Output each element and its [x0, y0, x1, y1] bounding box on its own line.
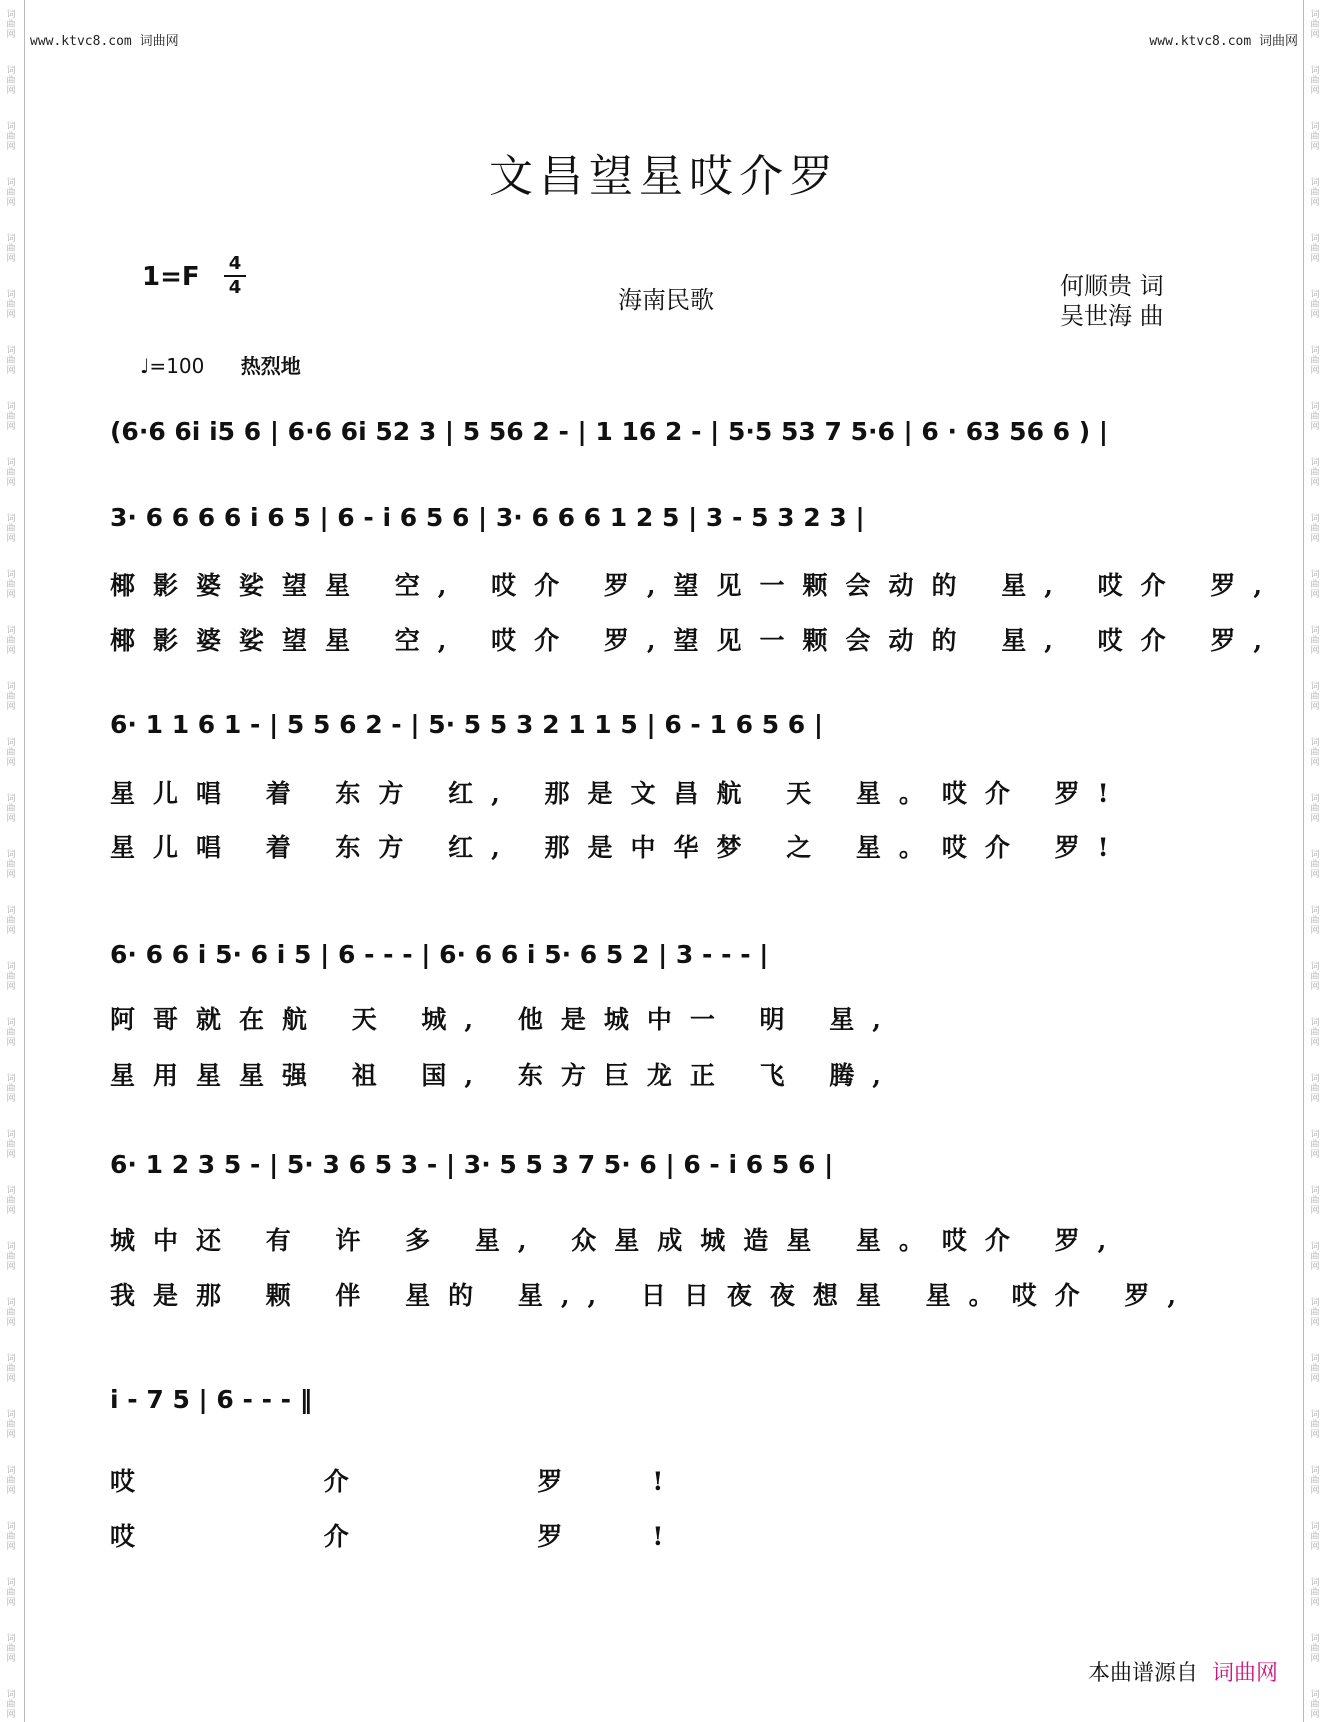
side-watermark-text: 词 曲 网 — [1310, 346, 1320, 376]
lyric-line: 星儿唱 着 东方 红, 那是文昌航 天 星。哎介 罗! — [110, 779, 1127, 808]
time-signature — [224, 254, 246, 298]
side-watermark-text: 词 曲 网 — [6, 10, 16, 40]
side-watermark-text: 词 曲 网 — [6, 66, 16, 96]
side-watermark-text: 词 曲 网 — [6, 1186, 16, 1216]
side-watermark-text: 词 曲 网 — [1310, 850, 1320, 880]
side-watermark-text: 词 曲 网 — [1310, 290, 1320, 320]
left-watermark-strip — [0, 0, 25, 1722]
side-watermark-text: 词 曲 网 — [1310, 122, 1320, 152]
composer-credit: 吴世海 曲 — [1060, 302, 1164, 330]
side-watermark-text: 词 曲 网 — [6, 346, 16, 376]
side-watermark-text: 词 曲 网 — [1310, 1186, 1320, 1216]
lyricist-credit: 何顺贵 词 — [1060, 272, 1164, 300]
notation-line: (6·6 6i i5 6 | 6·6 6i 52 3 | 5 56 2 - | 1 16 2 - | 5·5 53 7 5·6 | 6 · 63 56 6 ) | — [110, 417, 1109, 446]
side-watermark-text: 词 曲 网 — [6, 1354, 16, 1384]
side-watermark-text: 词 曲 网 — [6, 1578, 16, 1608]
lyric-line: 椰影婆娑望星 空, 哎介 罗,望见一颗会动的 星, 哎介 罗, — [110, 626, 1281, 655]
side-watermark-text: 词 曲 网 — [6, 794, 16, 824]
side-watermark-text: 词 曲 网 — [1310, 626, 1320, 656]
side-watermark-text: 词 曲 网 — [6, 1634, 16, 1664]
side-watermark-text: 词 曲 网 — [1310, 962, 1320, 992]
notation-line: 6· 6 6 i 5· 6 i 5 | 6 - - - | 6· 6 6 i 5· 6 5 2 | 3 - - - | — [110, 940, 769, 969]
side-watermark-text: 词 曲 网 — [6, 682, 16, 712]
side-watermark-text: 词 曲 网 — [1310, 1074, 1320, 1104]
side-watermark-text: 词 曲 网 — [1310, 1298, 1320, 1328]
side-watermark-text: 词 曲 网 — [6, 1410, 16, 1440]
side-watermark-text: 词 曲 网 — [6, 1074, 16, 1104]
side-watermark-text: 词 曲 网 — [6, 1130, 16, 1160]
score-row-1 — [110, 412, 1230, 456]
lyric-line: 城中还 有 许 多 星, 众星成城造星 星。哎介 罗, — [110, 1226, 1125, 1255]
side-watermark-text: 词 曲 网 — [1310, 738, 1320, 768]
side-watermark-text: 词 曲 网 — [6, 458, 16, 488]
lyric-line: 椰影婆娑望星 空, 哎介 罗,望见一颗会动的 星, 哎介 罗, — [110, 571, 1281, 600]
side-watermark-text: 词 曲 网 — [6, 178, 16, 208]
notation-line: 6· 1 1 6 1 - | 5 5 6 2 - | 5· 5 5 3 2 1 1 5 | 6 - 1 6 5 6 | — [110, 710, 824, 739]
side-watermark-text: 词 曲 网 — [1310, 178, 1320, 208]
watermark-url-left: www.ktvc8.com 词曲网 — [30, 34, 179, 49]
score-row-3 — [110, 705, 1230, 749]
right-watermark-strip — [1303, 0, 1328, 1722]
score-row-4 — [110, 935, 1230, 979]
notation-line: i - 7 5 | 6 - - - ‖ — [110, 1385, 313, 1414]
meter-top: 4 — [228, 253, 242, 274]
lyric-line: 哎 介 罗! — [110, 1467, 754, 1496]
side-watermark-text: 词 曲 网 — [1310, 1354, 1320, 1384]
side-watermark-text: 词 曲 网 — [1310, 66, 1320, 96]
meter-bottom: 4 — [228, 277, 242, 298]
side-watermark-text: 词 曲 网 — [1310, 234, 1320, 264]
notation-line: 3· 6 6 6 6 i 6 5 | 6 - i 6 5 6 | 3· 6 6 6 1 2 5 | 3 - 5 3 2 3 | — [110, 503, 865, 532]
side-watermark-text: 词 曲 网 — [6, 514, 16, 544]
source-footer — [1088, 1656, 1278, 1687]
side-watermark-text: 词 曲 网 — [1310, 1690, 1320, 1720]
side-watermark-text: 词 曲 网 — [6, 570, 16, 600]
score-row-5 — [110, 1145, 1230, 1189]
side-watermark-text: 词 曲 网 — [6, 626, 16, 656]
source-brand-link[interactable]: 词曲网 — [1211, 1661, 1278, 1686]
side-watermark-text: 词 曲 网 — [1310, 458, 1320, 488]
score-row-2 — [110, 498, 1230, 542]
side-watermark-text: 词 曲 网 — [6, 1242, 16, 1272]
lyric-line: 星儿唱 着 东方 红, 那是中华梦 之 星。哎介 罗! — [110, 833, 1127, 862]
genre-label: 海南民歌 — [618, 286, 714, 314]
side-watermark-text: 词 曲 网 — [1310, 10, 1320, 40]
side-watermark-text: 词 曲 网 — [1310, 1578, 1320, 1608]
side-watermark-text: 词 曲 网 — [6, 1298, 16, 1328]
lyric-line: 我是那 颗 伴 星的 星,, 日日夜夜想星 星。哎介 罗, — [110, 1281, 1195, 1310]
side-watermark-text: 词 曲 网 — [6, 122, 16, 152]
side-watermark-text: 词 曲 网 — [1310, 570, 1320, 600]
tempo-marking — [140, 350, 301, 379]
score-row-6 — [110, 1380, 1230, 1424]
lyric-line: 星用星星强 祖 国, 东方巨龙正 飞 腾, — [110, 1061, 899, 1090]
side-watermark-text: 词 曲 网 — [1310, 514, 1320, 544]
expression-marking: 热烈地 — [240, 354, 301, 378]
lyric-line: 阿哥就在航 天 城, 他是城中一 明 星, — [110, 1005, 899, 1034]
side-watermark-text: 词 曲 网 — [6, 962, 16, 992]
side-watermark-text: 词 曲 网 — [1310, 402, 1320, 432]
side-watermark-text: 词 曲 网 — [6, 1466, 16, 1496]
key-signature: 1=F — [142, 262, 200, 292]
side-watermark-text: 词 曲 网 — [1310, 906, 1320, 936]
side-watermark-text: 词 曲 网 — [6, 850, 16, 880]
side-watermark-text: 词 曲 网 — [6, 1690, 16, 1720]
side-watermark-text: 词 曲 网 — [6, 1018, 16, 1048]
side-watermark-text: 词 曲 网 — [1310, 1242, 1320, 1272]
side-watermark-text: 词 曲 网 — [6, 234, 16, 264]
side-watermark-text: 词 曲 网 — [6, 402, 16, 432]
side-watermark-text: 词 曲 网 — [6, 290, 16, 320]
side-watermark-text: 词 曲 网 — [1310, 682, 1320, 712]
song-title: 文昌望星哎介罗 — [489, 151, 839, 202]
side-watermark-text: 词 曲 网 — [1310, 1018, 1320, 1048]
side-watermark-text: 词 曲 网 — [1310, 1410, 1320, 1440]
tempo-value: ♩=100 — [140, 354, 205, 378]
watermark-url-right: www.ktvc8.com 词曲网 — [1149, 34, 1298, 49]
side-watermark-text: 词 曲 网 — [1310, 1466, 1320, 1496]
side-watermark-text: 词 曲 网 — [1310, 1634, 1320, 1664]
notation-line: 6· 1 2 3 5 - | 5· 3 6 5 3 - | 3· 5 5 3 7 5· 6 | 6 - i 6 5 6 | — [110, 1150, 834, 1179]
lyric-line: 哎 介 罗! — [110, 1522, 754, 1551]
side-watermark-text: 词 曲 网 — [6, 906, 16, 936]
side-watermark-text: 词 曲 网 — [6, 1522, 16, 1552]
side-watermark-text: 词 曲 网 — [1310, 794, 1320, 824]
side-watermark-text: 词 曲 网 — [1310, 1522, 1320, 1552]
side-watermark-text: 词 曲 网 — [1310, 1130, 1320, 1160]
side-watermark-text: 词 曲 网 — [6, 738, 16, 768]
source-label: 本曲谱源自 — [1087, 1661, 1198, 1686]
